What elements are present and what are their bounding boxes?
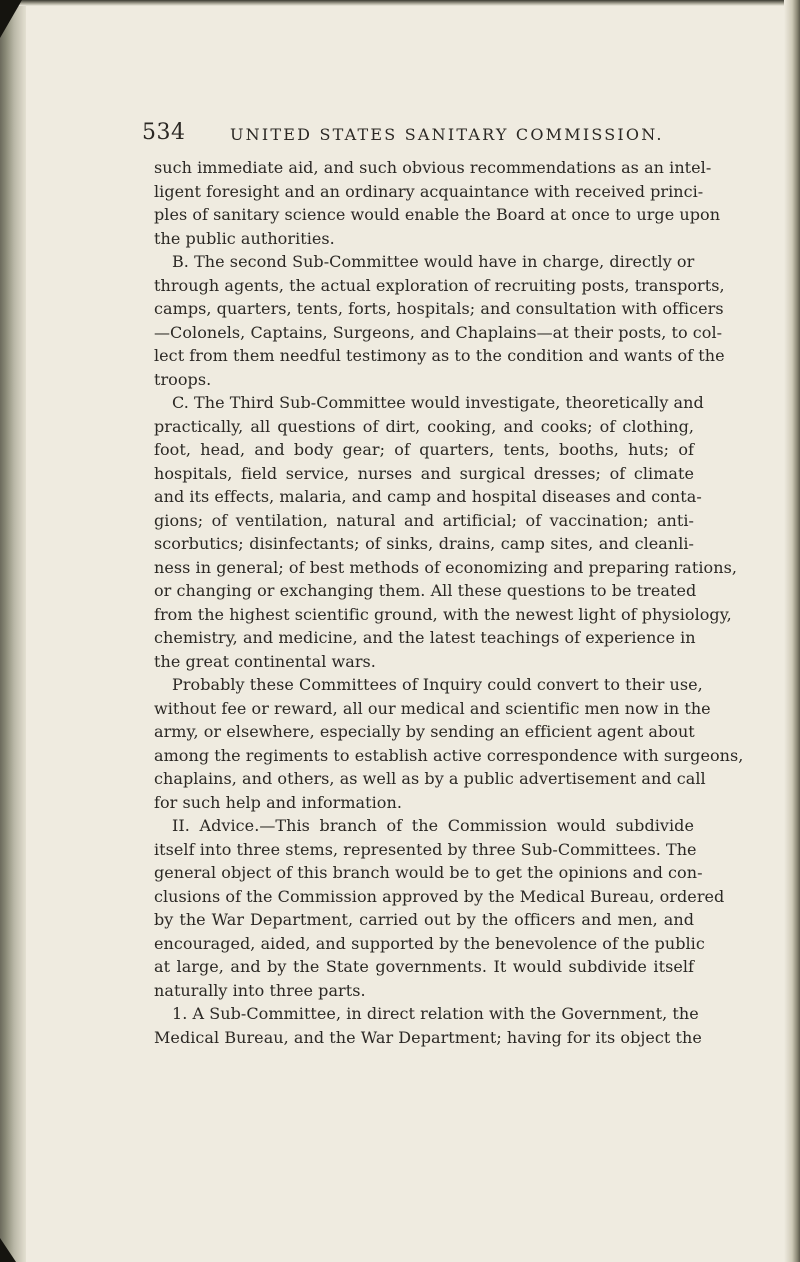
- text-line: at large, and by the State governments. It would subdivide itself: [154, 957, 694, 976]
- text-line: chaplains, and others, as well as by a public advertisement and call: [154, 769, 706, 788]
- text-line: without fee or reward, all our medical and scientific men now in the: [154, 698, 711, 718]
- text-line: the public authorities.: [154, 228, 335, 248]
- text-line: naturally into three parts.: [154, 980, 366, 1000]
- paragraph-start: C. The Third Sub-Committee would investigate, theoretically and: [172, 393, 704, 412]
- text-line: gions; of ventilation, natural and artificial; of vaccination; anti-: [154, 510, 694, 530]
- page-number: 534: [142, 120, 186, 145]
- section-advice-start: II. Advice.—This branch of the Commission would subdivide: [172, 816, 694, 835]
- text-line: among the regiments to establish active correspondence with surgeons,: [154, 745, 744, 765]
- body-text: [154, 156, 744, 1049]
- scan-edge-top: [0, 0, 800, 6]
- text-line: from the highest scientific ground, with the newest light of physiology,: [154, 604, 732, 624]
- text-line: practically, all questions of dirt, cooking, and cooks; of clothing,: [154, 416, 694, 436]
- paragraph-start: Probably these Committees of Inquiry could convert to their use,: [172, 675, 703, 694]
- text-line: the great continental wars.: [154, 651, 376, 671]
- text-line: and its effects, malaria, and camp and hospital diseases and conta-: [154, 487, 702, 506]
- scan-edge-left: [0, 0, 26, 1262]
- text-line: clusions of the Commission approved by the Medical Bureau, ordered: [154, 886, 725, 906]
- page-header: [142, 120, 694, 152]
- text-line: for such help and information.: [154, 792, 402, 812]
- text-line: foot, head, and body gear; of quarters, tents, booths, huts; of: [154, 440, 694, 459]
- text-line: hospitals, field service, nurses and surgical dresses; of climate: [154, 463, 694, 483]
- text-line: lect from them needful testimony as to the condition and wants of the: [154, 346, 725, 365]
- text-line: itself into three stems, represented by three Sub-Committees. The: [154, 839, 697, 859]
- text-line: chemistry, and medicine, and the latest teachings of experience in: [154, 628, 696, 647]
- text-line: Medical Bureau, and the War Department; having for its object the: [154, 1027, 702, 1047]
- text-line: camps, quarters, tents, forts, hospitals; and consultation with officers: [154, 299, 724, 318]
- text-line: through agents, the actual exploration of recruiting posts, transports,: [154, 275, 725, 295]
- text-line: ples of sanitary science would enable the Board at once to urge upon: [154, 205, 721, 224]
- text-line: —Colonels, Captains, Surgeons, and Chaplains—at their posts, to col-: [154, 322, 723, 342]
- text-line: troops.: [154, 369, 212, 389]
- text-line: army, or elsewhere, especially by sending an efficient agent about: [154, 722, 695, 741]
- text-line: general object of this branch would be to get the opinions and con-: [154, 863, 703, 882]
- text-line: ness in general; of best methods of economizing and preparing rations,: [154, 557, 737, 577]
- text-line: scorbutics; disinfectants; of sinks, drains, camp sites, and cleanli-: [154, 534, 694, 553]
- running-head: UNITED STATES SANITARY COMMISSION.: [230, 125, 664, 144]
- text-line: encouraged, aided, and supported by the benevolence of the public: [154, 933, 705, 953]
- text-line: ligent foresight and an ordinary acquaintance with received princi-: [154, 181, 704, 201]
- paragraph-start: 1. A Sub-Committee, in direct relation with the Government, the: [172, 1004, 699, 1023]
- book-page: [142, 120, 744, 1049]
- text-line: by the War Department, carried out by the officers and men, and: [154, 910, 694, 929]
- corner-mark-bottom: [0, 1238, 16, 1262]
- paragraph-start: B. The second Sub-Committee would have in charge, directly or: [172, 252, 695, 271]
- text-line: such immediate aid, and such obvious recommendations as an intel-: [154, 158, 712, 177]
- corner-mark-top: [0, 0, 22, 38]
- text-line: or changing or exchanging them. All these questions to be treated: [154, 581, 697, 600]
- scan-edge-right: [784, 0, 800, 1262]
